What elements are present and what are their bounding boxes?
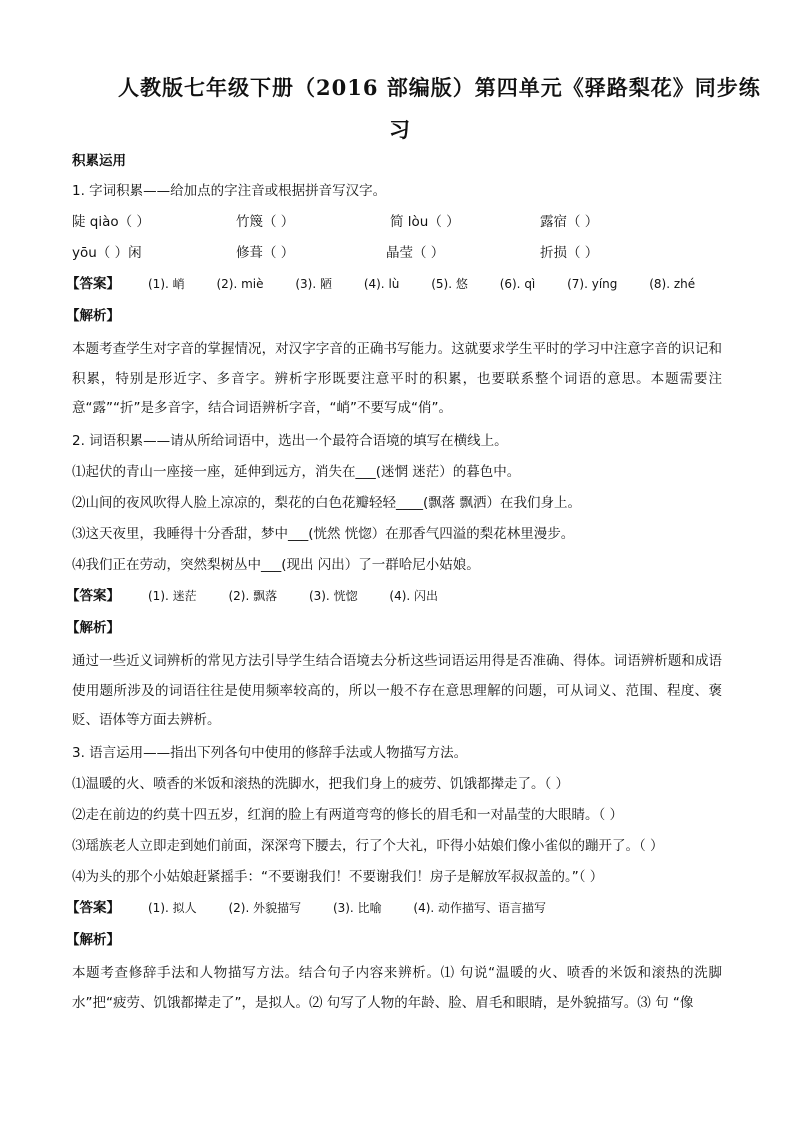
answer-item: (3). 恍惚	[308, 589, 358, 603]
q2-item: ⑵山间的夜风吹得人脸上凉凉的，梨花的白色花瓣轻轻____(飘落 飘洒）在我们身上。	[72, 495, 582, 511]
answer-label: 【答案】	[66, 588, 120, 604]
q3-stem: 3. 语言运用——指出下列各句中使用的修辞手法或人物描写方法。	[72, 745, 468, 761]
answer-item: (5). 悠	[431, 277, 468, 291]
answer-label: 【答案】	[66, 276, 120, 292]
q3-item: ⑷为头的那个小姑娘赶紧摇手：“不要谢我们！不要谢我们！房子是解放军叔叔盖的。”（ ）	[72, 869, 604, 885]
q1-item: 露宿（ ）	[540, 214, 599, 230]
q3-answer	[66, 898, 726, 918]
answer-item: (4). 闪出	[389, 589, 439, 603]
answer-list	[148, 274, 723, 294]
q1-item: yōu（ ）闲	[72, 245, 142, 261]
doc-title-cont: 习	[389, 117, 411, 142]
q2-item: ⑷我们正在劳动，突然梨树丛中___(现出 闪出）了一群哈尼小姑娘。	[72, 557, 480, 573]
answer-item: (2). miè	[216, 277, 264, 291]
answer-item: (4). lù	[363, 277, 400, 291]
q2-item: ⑴起伏的青山一座接一座，延伸到远方，消失在___(迷惘 迷茫）的暮色中。	[72, 464, 521, 480]
answer-item: (2). 飘落	[228, 589, 278, 603]
answer-item: (3). 陋	[295, 277, 332, 291]
q1-item: 晶莹（ ）	[386, 245, 445, 261]
answer-item: (8). zhé	[649, 277, 696, 291]
q1-item: 修葺（ ）	[236, 245, 295, 261]
doc-title: 人教版七年级下册（2016 部编版）第四单元《驿路梨花》同步练	[118, 75, 761, 100]
q2-stem: 2. 词语积累——请从所给词语中，选出一个最符合语境的填写在横线上。	[72, 433, 508, 449]
q3-item: ⑴温暖的火、喷香的米饭和滚热的洗脚水，把我们身上的疲劳、饥饿都撵走了。（ ）	[72, 776, 570, 792]
section-heading: 积累运用	[72, 153, 126, 169]
answer-list	[148, 586, 466, 606]
q2-analysis: 通过一些近义词辨析的常见方法引导学生结合语境去分析这些词语运用得是否准确、得体。词语辨析题和成语使用题所涉及的词语往往是使用频率较高的，所以一般不存在意思理解的问题，可从词义、范围、程度、褒贬、语体等方面去辨析。	[72, 653, 722, 728]
q1-item: 折损（ ）	[540, 245, 599, 261]
answer-item: (1). 拟人	[148, 901, 197, 915]
q3-analysis: 本题考查修辞手法和人物描写方法。结合句子内容来辨析。⑴ 句说“温暖的火、喷香的米饭和滚热的洗脚水”把“疲劳、饥饿都撵走了”，是拟人。⑵ 句写了人物的年龄、脸、眉毛和眼睛，是外貌描写。⑶ 句 “像	[72, 965, 722, 1011]
answer-item: (3). 比喻	[332, 901, 382, 915]
q3-item: ⑶瑶族老人立即走到她们前面，深深弯下腰去，行了个大礼，吓得小姑娘们像小雀似的蹦开了。（ ）	[72, 838, 664, 854]
q2-item: ⑶这天夜里，我睡得十分香甜，梦中___(恍然 恍惚）在那香气四溢的梨花林里漫步。	[72, 526, 575, 542]
answer-item: (6). qì	[499, 277, 536, 291]
answer-label: 【答案】	[66, 900, 120, 916]
q1-item: 竹篾（ ）	[236, 214, 295, 230]
q1-analysis: 本题考查学生对字音的掌握情况，对汉字字音的正确书写能力。这就要求学生平时的学习中注意字音的识记和积累，特别是形近字、多音字。辨析字形既要注意平时的积累，也要联系整个词语的意思。本题需要注意“露”“折”是多音字，结合词语辨析字音，“峭”不要写成“俏”。	[72, 341, 722, 416]
analysis-label: 【解析】	[66, 308, 120, 324]
q1-item: 简 lòu（ ）	[390, 214, 460, 230]
answer-list	[148, 898, 574, 918]
answer-item: (7). yíng	[567, 277, 618, 291]
q1-answer	[66, 274, 726, 294]
q3-item: ⑵走在前边的约莫十四五岁，红润的脸上有两道弯弯的修长的眉毛和一对晶莹的大眼睛。（ ）	[72, 807, 624, 823]
q2-answer	[66, 586, 726, 606]
q1-stem: 1. 字词积累——给加点的字注音或根据拼音写汉字。	[72, 183, 387, 199]
answer-item: (2). 外貌描写	[228, 901, 302, 915]
answer-item: (1). 迷茫	[148, 589, 197, 603]
answer-item: (4). 动作描写、语言描写	[413, 901, 547, 915]
answer-item: (1). 峭	[148, 277, 185, 291]
q1-item: 陡 qiào（ ）	[72, 214, 150, 230]
analysis-label: 【解析】	[66, 620, 120, 636]
analysis-label: 【解析】	[66, 932, 120, 948]
